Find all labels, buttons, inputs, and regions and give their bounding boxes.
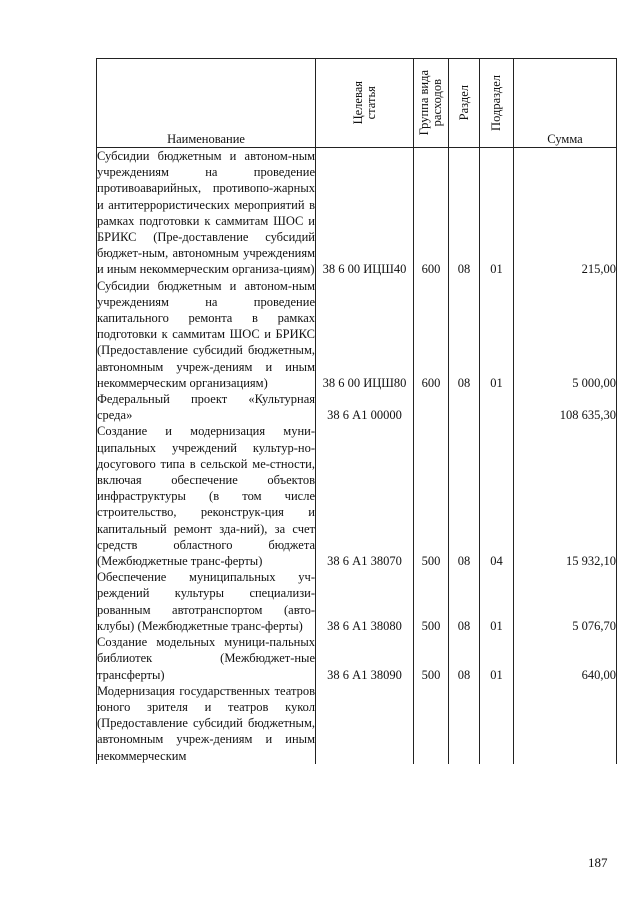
row-target: 38 6 А1 38080 bbox=[316, 569, 414, 634]
row-subsection: 01 bbox=[480, 148, 514, 278]
header-group bbox=[414, 59, 449, 148]
row-subsection: 04 bbox=[480, 423, 514, 569]
row-section: 08 bbox=[449, 634, 480, 683]
row-subsection bbox=[480, 683, 514, 764]
row-target: 38 6 А1 38070 bbox=[316, 423, 414, 569]
header-name bbox=[97, 59, 316, 148]
row-section: 08 bbox=[449, 148, 480, 278]
row-section: 08 bbox=[449, 569, 480, 634]
table-row bbox=[97, 391, 617, 423]
row-group: 500 bbox=[414, 634, 449, 683]
row-sum: 15 932,10 bbox=[514, 423, 617, 569]
header-sum-label: Сумма bbox=[547, 132, 583, 146]
header-subsection-label: Подраздел bbox=[489, 75, 503, 131]
header-target-label: Целевая статья bbox=[350, 81, 378, 125]
header-group-label: Группа вида расходов bbox=[417, 70, 444, 136]
row-name: Федеральный проект «Культурная среда» bbox=[97, 392, 315, 423]
row-name: Обеспечение муниципальных уч-реждений культуры специализи-рованным автотранспортом (авто-клубы) (Межбюджетные транс-ферты) bbox=[97, 570, 315, 633]
table-header-row bbox=[97, 59, 617, 148]
row-group: 500 bbox=[414, 569, 449, 634]
row-section bbox=[449, 391, 480, 423]
row-subsection: 01 bbox=[480, 569, 514, 634]
table-row bbox=[97, 423, 617, 569]
table-row bbox=[97, 278, 617, 391]
budget-table bbox=[96, 58, 617, 764]
row-group bbox=[414, 391, 449, 423]
header-name-label: Наименование bbox=[167, 132, 245, 146]
row-name: Модернизация государственных театров юного зрителя и театров кукол (Предоставление субсидий бюджетным, автономным учреж-дениям и иным некоммерческим bbox=[97, 683, 315, 763]
row-name: Создание модельных муници-пальных библиотек (Межбюджет-ные трансферты) bbox=[97, 635, 315, 682]
row-subsection bbox=[480, 391, 514, 423]
header-sum bbox=[514, 59, 617, 148]
row-target: 38 6 00 ИЦШ80 bbox=[316, 278, 414, 391]
row-name: Создание и модернизация муни-ципальных учреждений культур-но-досугового типа в сельской ме-стности, включая обеспечение объектов инфраструктуры (в том числе строительство, реконструк-ция и капитальный ремонт зда-ний), за счет средств областного бюджета (Межбюджетные транс-ферты) bbox=[97, 424, 315, 569]
row-group: 500 bbox=[414, 423, 449, 569]
row-group bbox=[414, 683, 449, 764]
header-subsection bbox=[480, 59, 514, 148]
row-section: 08 bbox=[449, 423, 480, 569]
row-sum: 5 076,70 bbox=[514, 569, 617, 634]
row-sum: 108 635,30 bbox=[514, 391, 617, 423]
row-sum: 5 000,00 bbox=[514, 278, 617, 391]
row-name: Субсидии бюджетным и автоном-ным учреждениям на проведение капитального ремонта в рамках подготовки к саммитам ШОС и БРИКС (Предоставление субсидий бюджетным, автономным учреж-дениям и иным некоммерческим организациям) bbox=[97, 278, 315, 390]
table-row bbox=[97, 569, 617, 634]
row-target: 38 6 А1 00000 bbox=[316, 391, 414, 423]
row-section bbox=[449, 683, 480, 764]
row-subsection: 01 bbox=[480, 278, 514, 391]
table-row bbox=[97, 634, 617, 683]
row-sum: 640,00 bbox=[514, 634, 617, 683]
row-sum bbox=[514, 683, 617, 764]
header-section bbox=[449, 59, 480, 148]
row-target: 38 6 А1 38090 bbox=[316, 634, 414, 683]
row-sum: 215,00 bbox=[514, 148, 617, 278]
row-name: Субсидии бюджетным и автоном-ным учреждениям на проведение противоаварийных, противопо-жарных и антитеррористических мероприятий в рамках подготовки к саммитам ШОС и БРИКС (Пре-доставление субсидий бюджет-ным, автономным учреждениям и иным некоммерческим организа-циям) bbox=[97, 149, 315, 277]
row-section: 08 bbox=[449, 278, 480, 391]
row-group: 600 bbox=[414, 148, 449, 278]
row-subsection: 01 bbox=[480, 634, 514, 683]
row-target: 38 6 00 ИЦШ40 bbox=[316, 148, 414, 278]
row-target bbox=[316, 683, 414, 764]
page-number: 187 bbox=[588, 855, 608, 870]
row-group: 600 bbox=[414, 278, 449, 391]
table-row bbox=[97, 683, 617, 764]
header-target bbox=[316, 59, 414, 148]
table-row bbox=[97, 148, 617, 278]
header-section-label: Раздел bbox=[456, 85, 471, 121]
